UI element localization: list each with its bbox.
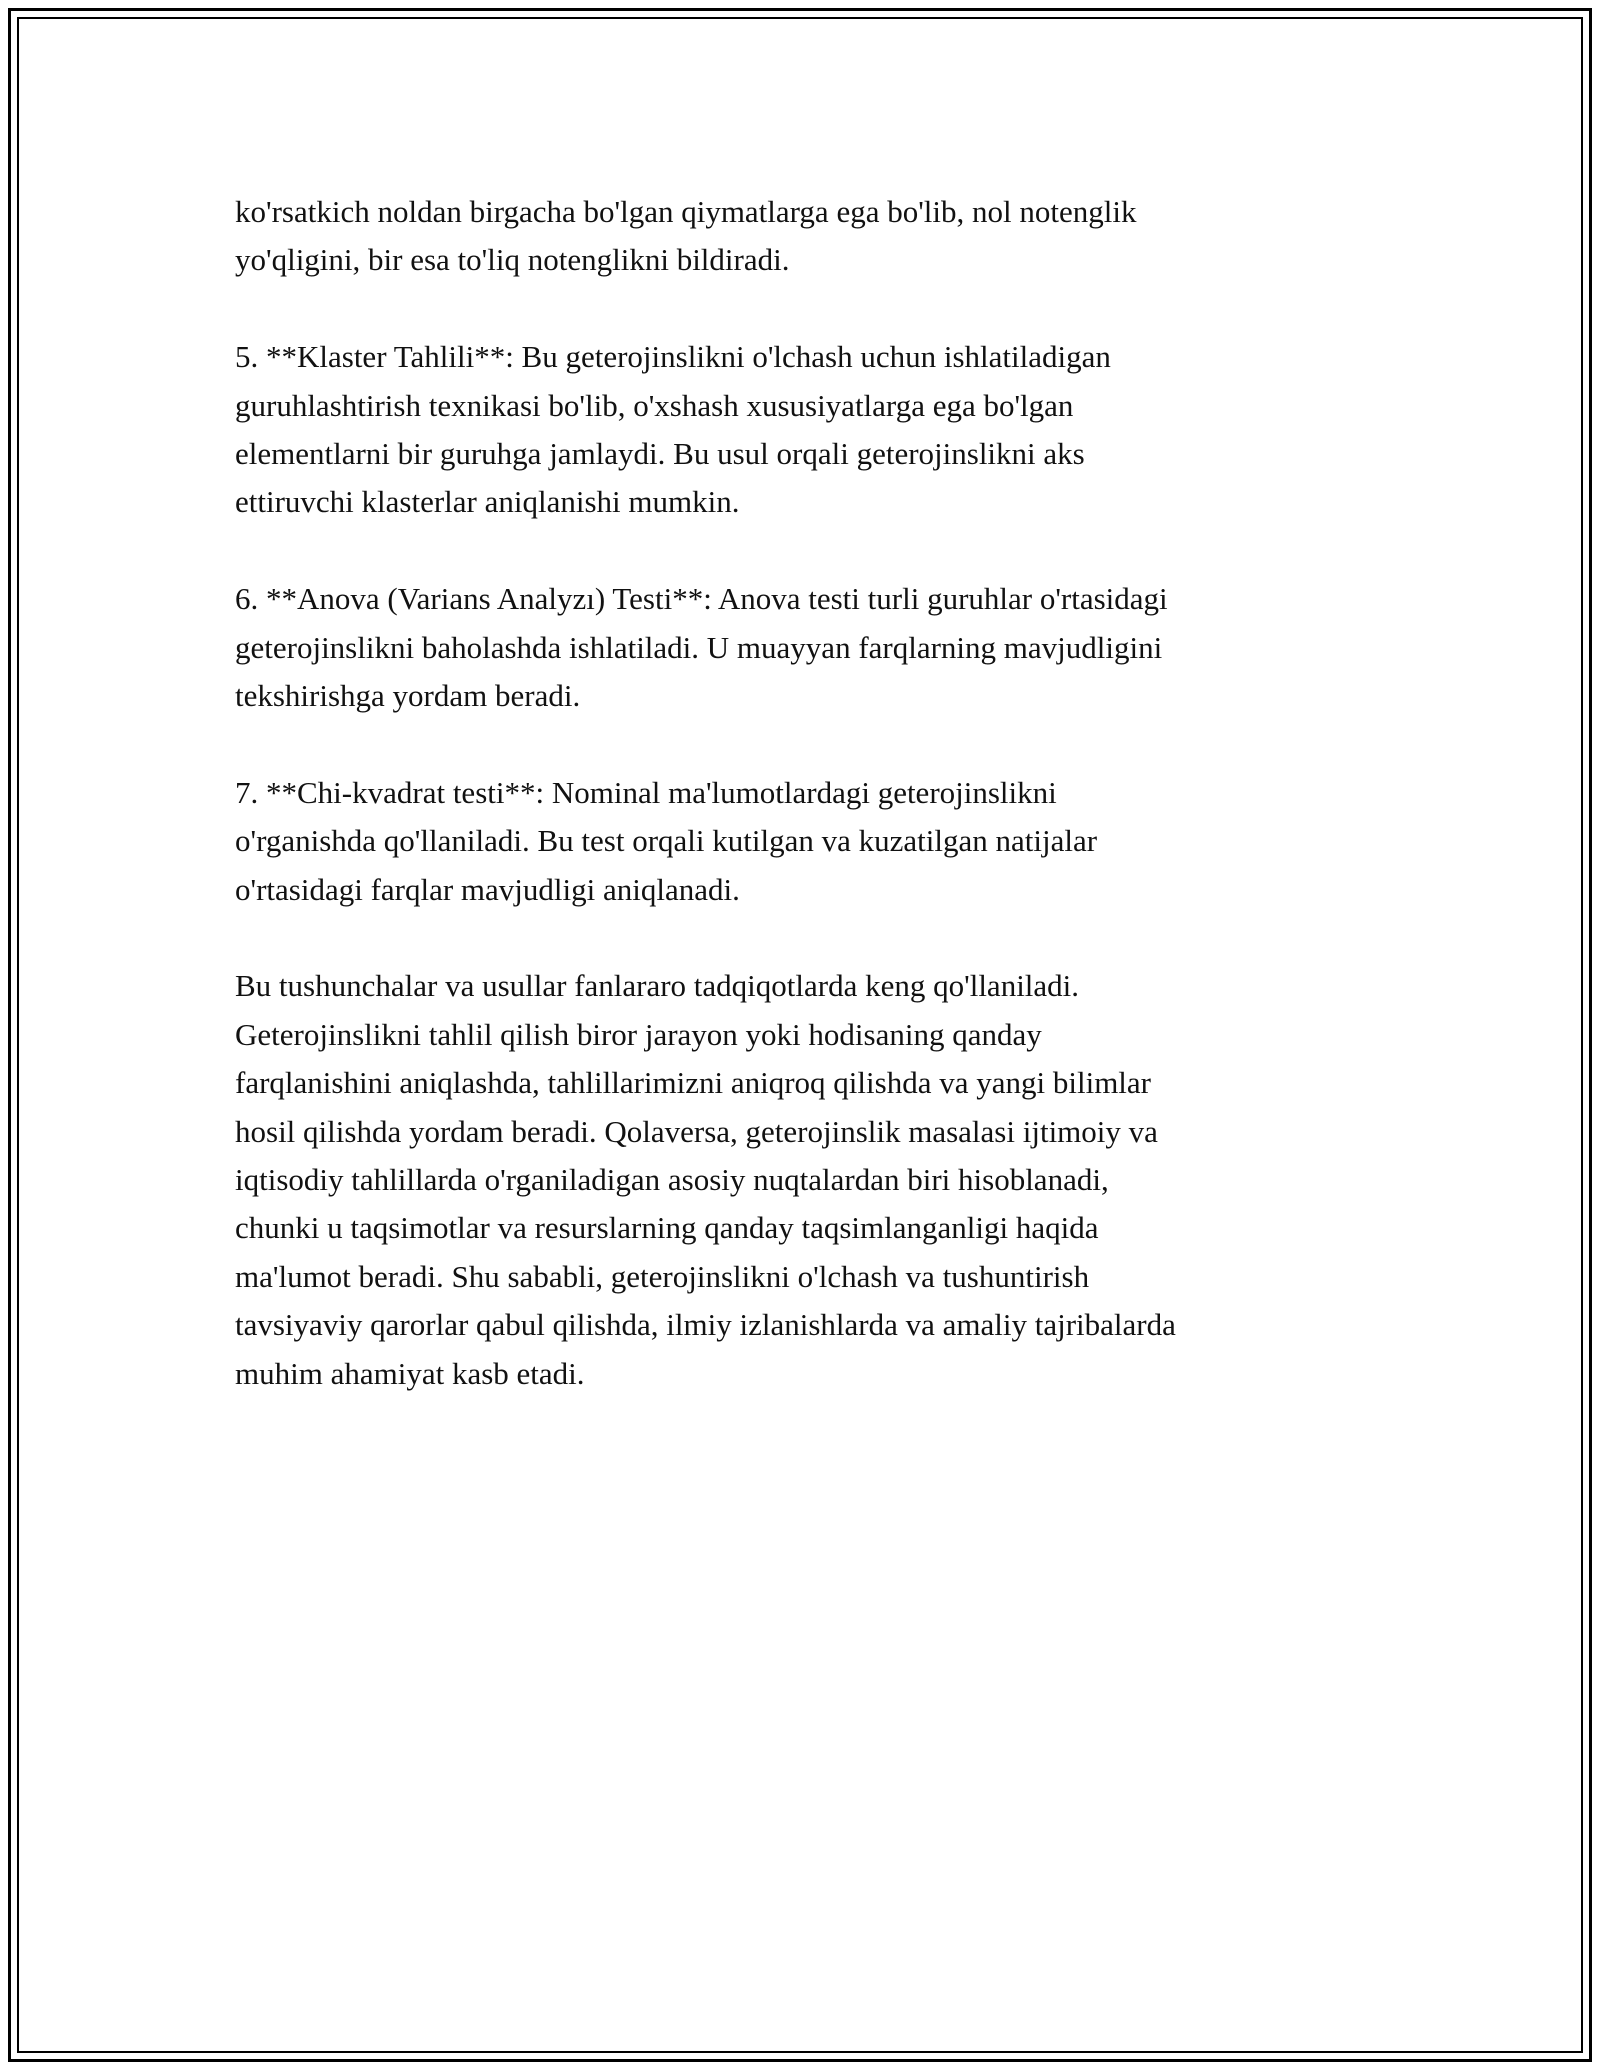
paragraph-gini-continuation: ko'rsatkich noldan birgacha bo'lgan qiymatlarga ega bo'lib, nol notenglik yo'qligini, bir esa to'liq notenglikni bildiradi. [235,194,1137,278]
paragraph-chi-square-test: 7. **Chi-kvadrat testi**: Nominal ma'lumotlardagi geterojinslikni o'rganishda qo'llaniladi. Bu test orqali kutilgan va kuzatilgan natijalar o'rtasidagi farqlar mavjudligi aniqlanadi. [235,774,1098,907]
paragraph-anova-test: 6. **Anova (Varians Analyzı) Testi**: Anova testi turli guruhlar o'rtasidagi geterojinslikni baholashda ishlatiladi. U muayyan farqlarning mavjudligini tekshirishga yordam beradi. [235,581,1168,714]
paragraph-conclusion: Bu tushunchalar va usullar fanlararo tadqiqotlarda keng qo'llaniladi. Geterojinslikni tahlil qilish biror jarayon yoki hodisaning qanday farqlanishini aniqlashda, tahlillarimizni aniqroq qilishda va yangi bilimlar hosil qilishda yordam beradi. Qolaversa, geterojinslik masalasi ijtimoiy va iqtisodiy tahlillarda o'rganiladigan asosiy nuqtalardan biri hisoblanadi, chunki u taqsimotlar va resurslarning qanday taqsimlanganligi haqida ma'lumot beradi. Shu sababli, geterojinslikni o'lchash va tushuntirish tavsiyaviy qarorlar qabul qilishda, ilmiy izlanishlarda va amaliy tajribalarda muhim ahamiyat kasb etadi. [235,968,1176,1391]
document-body [235,188,1415,1446]
paragraph-cluster-analysis: 5. **Klaster Tahlili**: Bu geterojinslikni o'lchash uchun ishlatiladigan guruhlashtirish texnikasi bo'lib, o'xshash xususiyatlarga ega bo'lgan elementlarni bir guruhga jamlaydi. Bu usul orqali geterojinslikni aks ettiruvchi klasterlar aniqlanishi mumkin. [235,339,1111,520]
